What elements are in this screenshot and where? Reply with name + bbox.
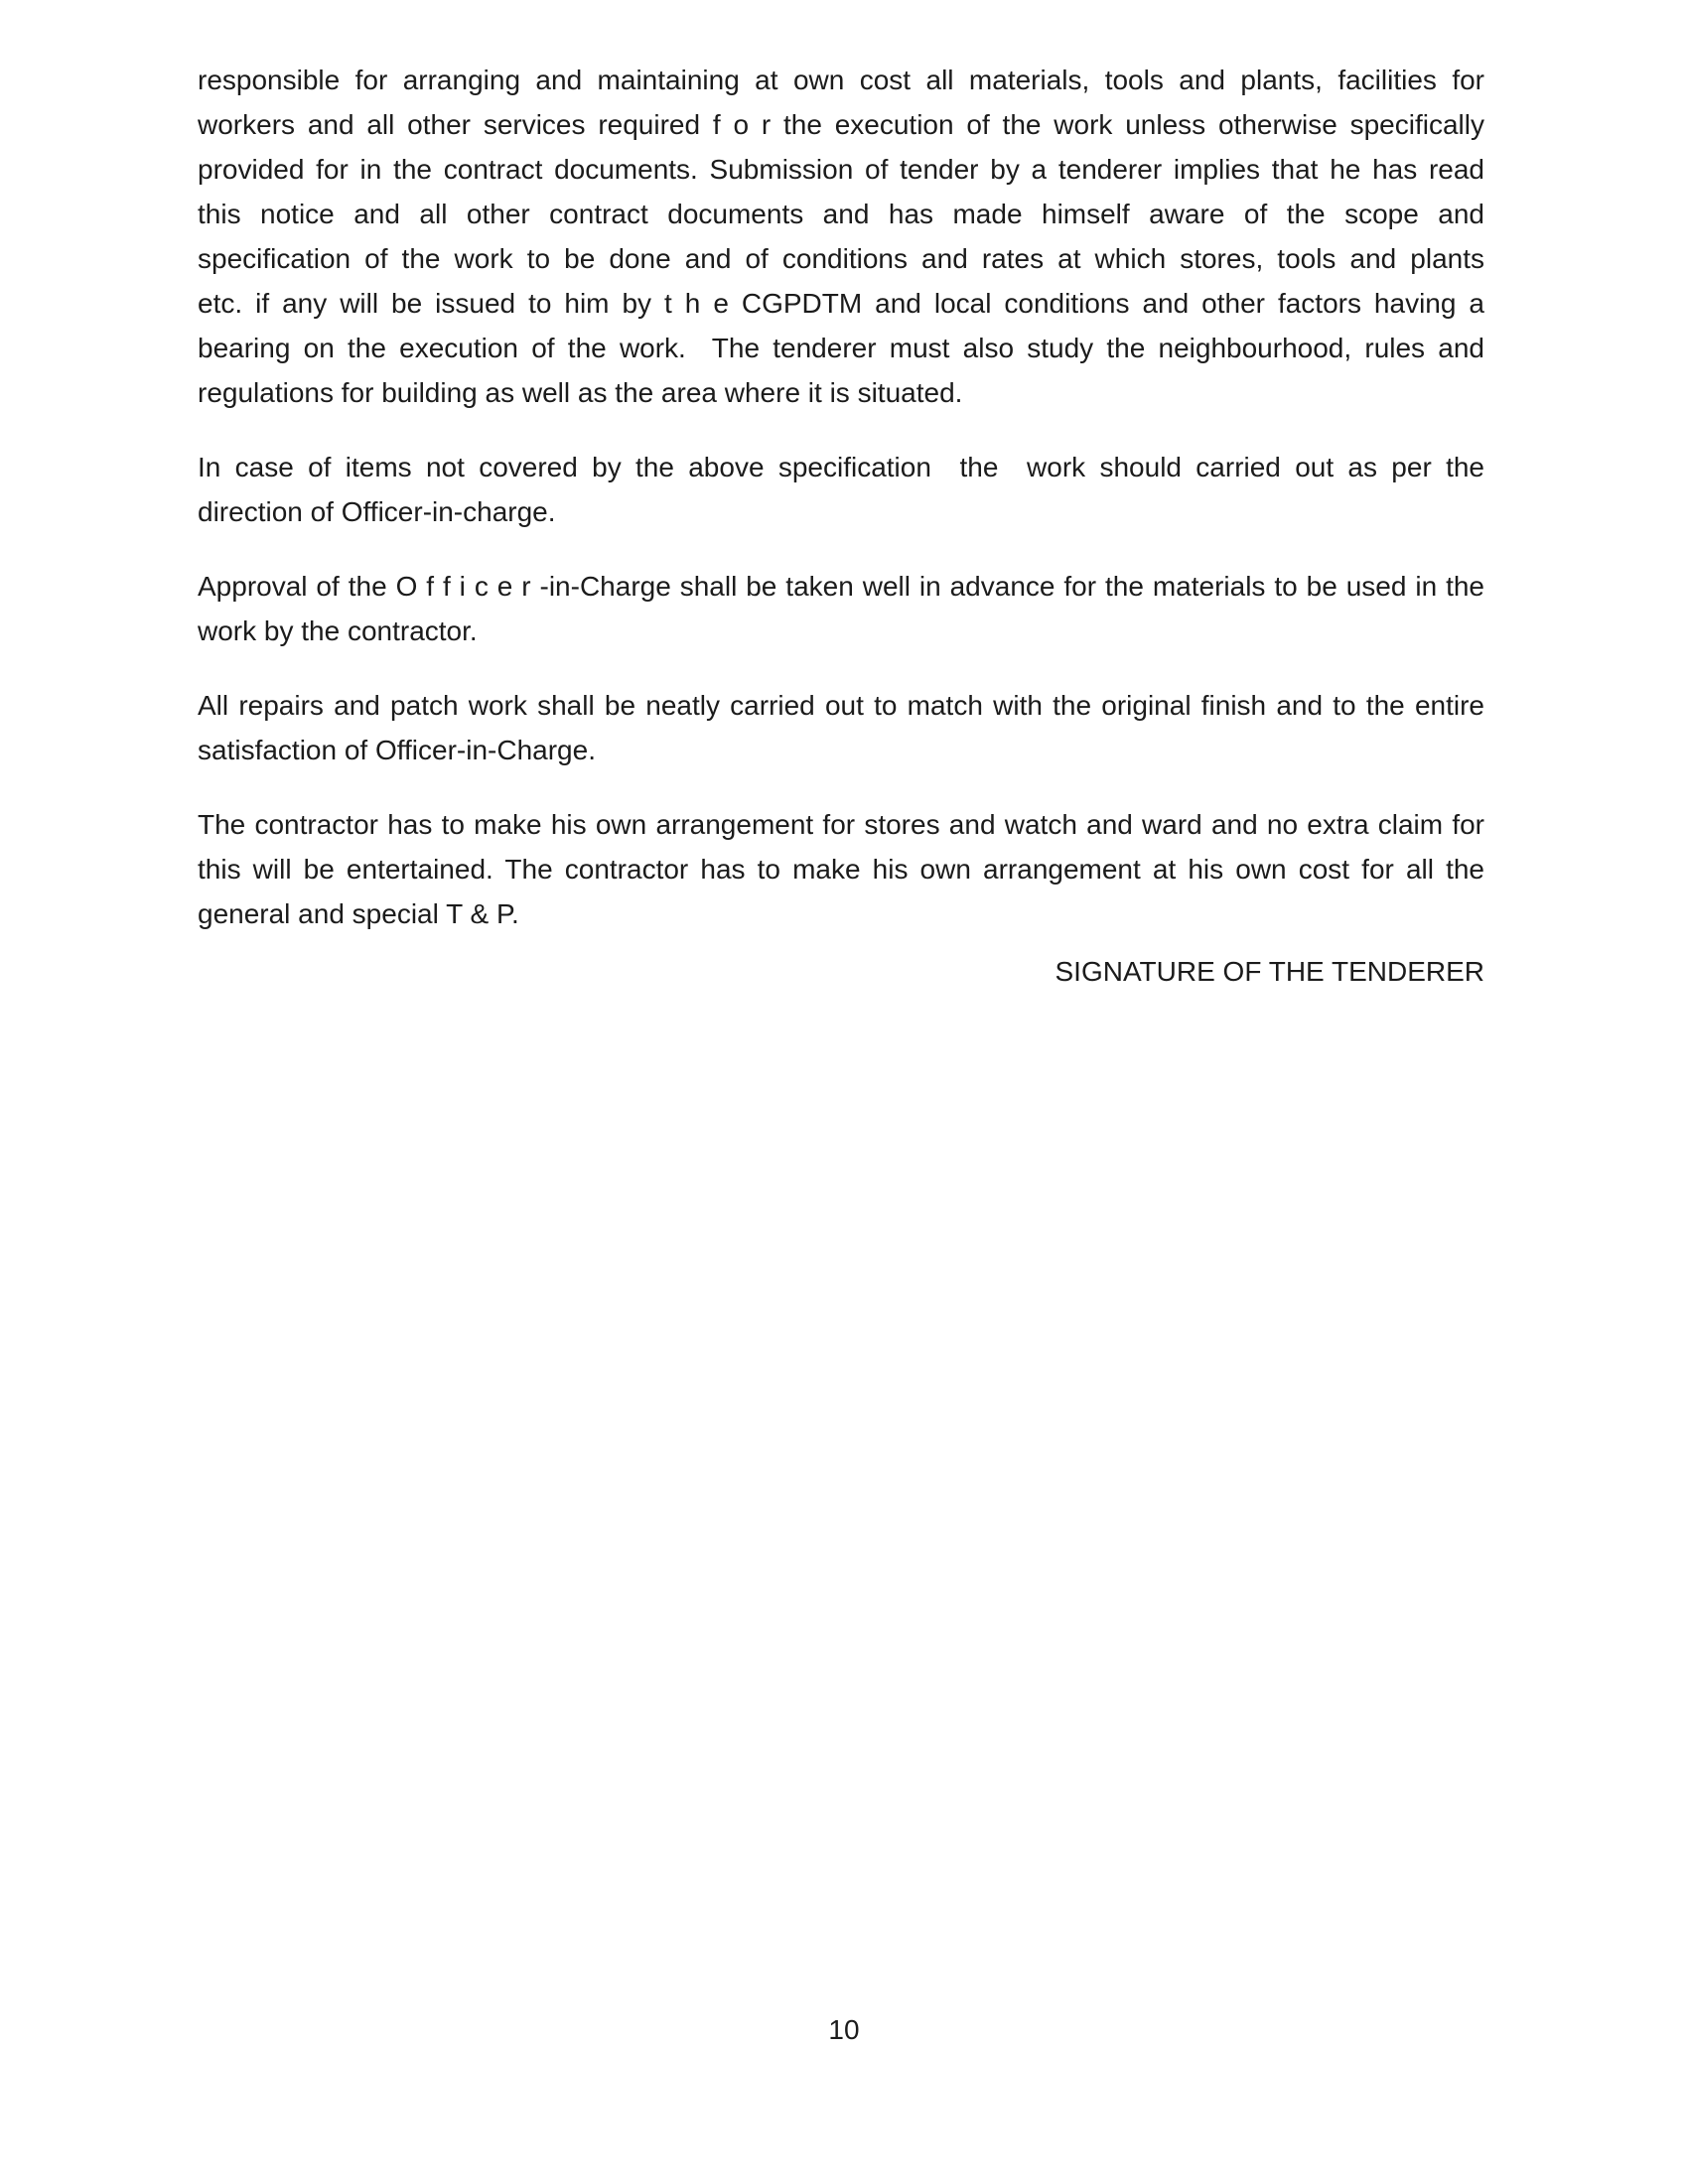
text-line: specification of the work to be done and of conditions and rates at which stores, tools and plants	[198, 243, 1484, 274]
text-line: workers and all other services required f o r the execution of the work unless otherwise specifically	[198, 109, 1484, 140]
text-line: In case of items not covered by the above specification the work should carried out as per the	[198, 452, 1484, 482]
page-number: 10	[828, 2014, 860, 2045]
text-line: work by the contractor.	[198, 615, 478, 646]
text-line: regulations for building as well as the area where it is situated.	[198, 377, 963, 408]
text-line: direction of Officer-in-charge.	[198, 496, 556, 527]
text-line: All repairs and patch work shall be neatly carried out to match with the original finish and to the entire	[198, 690, 1484, 721]
document-body	[198, 58, 1484, 966]
signature-line: SIGNATURE OF THE TENDERER	[1055, 956, 1484, 987]
paragraph	[198, 564, 1484, 653]
text-line: responsible for arranging and maintaining at own cost all materials, tools and plants, facilities for	[198, 65, 1484, 95]
text-line: provided for in the contract documents. Submission of tender by a tenderer implies that he has read	[198, 154, 1484, 185]
text-line: this notice and all other contract documents and has made himself aware of the scope and	[198, 199, 1484, 229]
text-line: satisfaction of Officer-in-Charge.	[198, 735, 596, 765]
text-line: general and special T & P.	[198, 898, 519, 929]
paragraph	[198, 58, 1484, 415]
text-line: Approval of the O f f i c e r -in-Charge shall be taken well in advance for the materials to be used in the	[198, 571, 1484, 602]
text-line: bearing on the execution of the work. The tenderer must also study the neighbourhood, rules and	[198, 333, 1484, 363]
text-line: etc. if any will be issued to him by t h e CGPDTM and local conditions and other factors having a	[198, 288, 1484, 319]
paragraph	[198, 802, 1484, 936]
text-line: The contractor has to make his own arrangement for stores and watch and ward and no extra claim for	[198, 809, 1484, 840]
text-line: this will be entertained. The contractor has to make his own arrangement at his own cost for all the	[198, 854, 1484, 885]
paragraph	[198, 683, 1484, 772]
paragraph	[198, 445, 1484, 534]
